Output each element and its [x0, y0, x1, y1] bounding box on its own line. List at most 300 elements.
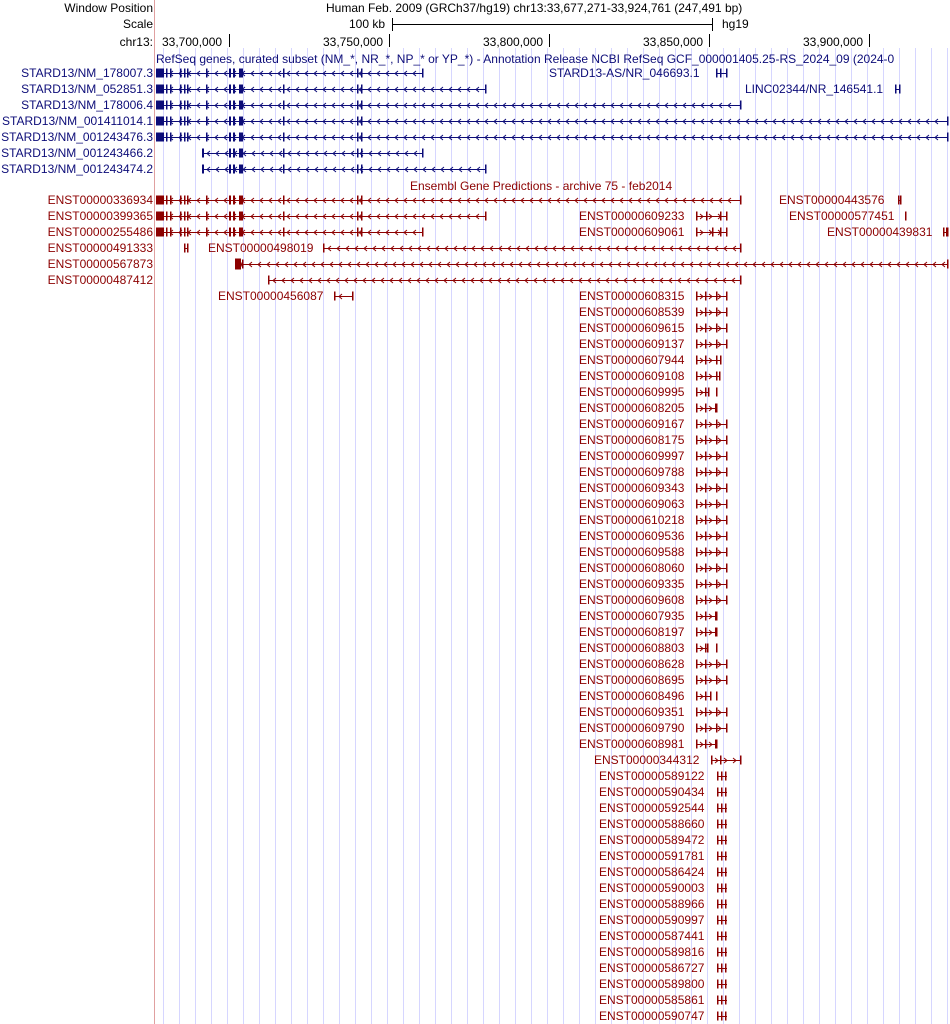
exon — [725, 788, 727, 797]
exon — [180, 101, 182, 110]
exon — [229, 85, 231, 94]
exon — [705, 484, 707, 493]
exon — [696, 724, 698, 733]
exon — [283, 212, 285, 221]
exon — [233, 196, 235, 205]
ensembl-inline-label[interactable]: ENST00000608175 — [579, 433, 685, 447]
exon — [725, 804, 727, 813]
ensembl-inline-label[interactable]: ENST00000586727 — [599, 961, 705, 975]
exon — [184, 212, 186, 221]
exon — [361, 149, 363, 158]
exon — [705, 436, 707, 445]
exon — [721, 820, 723, 829]
exon — [229, 196, 231, 205]
ensembl-inline-label[interactable]: ENST00000344312 — [594, 753, 700, 767]
exon — [239, 149, 243, 158]
ensembl-inline-label[interactable]: ENST00000609167 — [579, 417, 685, 431]
exon — [184, 85, 186, 94]
exon — [202, 165, 204, 174]
exon — [705, 356, 707, 365]
ensembl-inline-label[interactable]: ENST00000609061 — [579, 225, 685, 239]
exon — [716, 596, 718, 605]
exon — [716, 500, 718, 509]
exon — [206, 117, 208, 126]
exon — [283, 85, 285, 94]
exon — [229, 228, 231, 237]
exon — [705, 644, 707, 653]
exon — [725, 884, 727, 893]
ensembl-inline-label[interactable]: ENST00000439831 — [827, 225, 933, 239]
exon — [707, 644, 709, 653]
exon — [357, 85, 359, 94]
scale-assembly: hg19 — [722, 17, 749, 31]
ensembl-inline-label[interactable]: ENST00000609997 — [579, 449, 685, 463]
exon — [705, 420, 707, 429]
exon — [696, 372, 698, 381]
ensembl-inline-label[interactable]: ENST00000608981 — [579, 737, 685, 751]
exon — [357, 228, 359, 237]
exon — [180, 196, 182, 205]
exon — [696, 228, 698, 237]
exon — [696, 692, 698, 701]
exon — [361, 117, 363, 126]
exon — [705, 324, 707, 333]
exon — [696, 532, 698, 541]
exon — [334, 292, 336, 301]
exon — [712, 228, 714, 237]
exon — [721, 964, 723, 973]
ensembl-inline-label[interactable]: ENST00000443576 — [779, 193, 885, 207]
exon — [947, 117, 949, 126]
exon — [233, 165, 235, 174]
exon — [696, 468, 698, 477]
ensembl-inline-label[interactable]: ENST00000610218 — [579, 513, 685, 527]
exon — [485, 212, 487, 221]
exon — [206, 101, 208, 110]
exon — [361, 133, 363, 142]
exon — [170, 69, 172, 78]
exon — [233, 117, 235, 126]
exon — [361, 196, 363, 205]
ensembl-inline-label[interactable]: ENST00000456087 — [218, 289, 324, 303]
exon — [361, 101, 363, 110]
exon — [156, 212, 164, 221]
exon — [726, 500, 728, 509]
exon — [187, 244, 189, 253]
ensembl-inline-label[interactable]: ENST00000586424 — [599, 865, 705, 879]
exon — [180, 117, 182, 126]
exon — [422, 149, 424, 158]
exon — [725, 916, 727, 925]
exon — [726, 228, 728, 237]
exon — [716, 308, 718, 317]
exon — [717, 884, 719, 893]
exon — [705, 612, 707, 621]
exon — [705, 596, 707, 605]
exon — [180, 212, 182, 221]
exon — [361, 69, 363, 78]
exon — [696, 452, 698, 461]
exon — [716, 708, 718, 717]
exon — [170, 212, 172, 221]
window-position-label: Window Position — [64, 1, 153, 15]
exon — [229, 165, 231, 174]
exon — [726, 724, 728, 733]
exon — [717, 932, 719, 941]
exon — [721, 948, 723, 957]
exon — [716, 372, 718, 381]
exon — [715, 404, 717, 413]
exon — [725, 996, 727, 1005]
refseq-inline-label[interactable]: LINC02344/NR_146541.1 — [745, 82, 884, 96]
ensembl-inline-label[interactable]: ENST00000609588 — [579, 545, 685, 559]
exon — [947, 133, 949, 142]
exon — [725, 868, 727, 877]
exon — [716, 516, 718, 525]
ensembl-inline-label[interactable]: ENST00000609108 — [579, 369, 685, 383]
ensembl-inline-label[interactable]: ENST00000589800 — [599, 977, 705, 991]
refseq-transcript-label[interactable]: STARD13/NM_178006.4 — [21, 98, 153, 112]
exon — [239, 69, 243, 78]
exon — [229, 101, 231, 110]
exon — [283, 133, 285, 142]
exon — [705, 292, 707, 301]
exon — [170, 228, 172, 237]
exon — [239, 101, 243, 110]
exon — [740, 276, 742, 285]
exon — [717, 916, 719, 925]
exon — [696, 740, 698, 749]
exon — [233, 212, 235, 221]
exon — [696, 628, 698, 637]
ensembl-inline-label[interactable]: ENST00000609536 — [579, 529, 685, 543]
ensembl-inline-label[interactable]: ENST00000590434 — [599, 785, 705, 799]
exon — [719, 372, 721, 381]
exon — [705, 660, 707, 669]
exon — [156, 228, 164, 237]
exon — [696, 596, 698, 605]
ensembl-inline-label[interactable]: ENST00000590997 — [599, 913, 705, 927]
exon — [705, 676, 707, 685]
exon — [705, 404, 707, 413]
ensembl-inline-label[interactable]: ENST00000608803 — [579, 641, 685, 655]
exon — [170, 117, 172, 126]
exon — [726, 324, 728, 333]
ensembl-inline-label[interactable]: ENST00000609233 — [579, 209, 685, 223]
exon — [229, 133, 231, 142]
exon — [726, 69, 728, 78]
exon — [705, 308, 707, 317]
exon — [357, 149, 359, 158]
exon — [726, 212, 728, 221]
exon — [696, 708, 698, 717]
ensembl-transcript-label[interactable]: ENST00000567873 — [47, 257, 153, 271]
exon — [166, 101, 168, 110]
refseq-transcript-label[interactable]: STARD13/NM_001243476.3 — [1, 130, 153, 144]
exon — [184, 244, 186, 253]
exon — [705, 628, 707, 637]
exon — [357, 196, 359, 205]
ruler-tick-label: 33,700,000 — [162, 35, 223, 49]
ensembl-inline-label[interactable]: ENST00000609790 — [579, 721, 685, 735]
exon — [184, 69, 186, 78]
ensembl-inline-label[interactable]: ENST00000590747 — [599, 1009, 705, 1023]
exon — [716, 564, 718, 573]
exon — [696, 292, 698, 301]
exon — [721, 932, 723, 941]
ensembl-inline-label[interactable]: ENST00000609343 — [579, 481, 685, 495]
exon — [233, 101, 235, 110]
exon — [235, 259, 241, 270]
ensembl-transcript-label[interactable]: ENST00000491333 — [47, 241, 153, 255]
exon — [717, 948, 719, 957]
ensembl-inline-label[interactable]: ENST00000607944 — [579, 353, 685, 367]
ensembl-inline-label[interactable]: ENST00000588966 — [599, 897, 705, 911]
ensembl-inline-label[interactable]: ENST00000589472 — [599, 833, 705, 847]
exon — [166, 196, 168, 205]
exon — [716, 468, 718, 477]
exon — [717, 900, 719, 909]
exon — [721, 980, 723, 989]
refseq-transcript-label[interactable]: STARD13/NM_001243474.2 — [1, 162, 153, 176]
ensembl-inline-label[interactable]: ENST00000587441 — [599, 929, 705, 943]
exon — [705, 564, 707, 573]
exon — [156, 69, 164, 78]
exon — [716, 436, 718, 445]
exon — [352, 292, 354, 301]
exon — [233, 85, 235, 94]
exon — [485, 165, 487, 174]
exon — [170, 133, 172, 142]
ensembl-inline-label[interactable]: ENST00000609788 — [579, 465, 685, 479]
exon — [716, 660, 718, 669]
exon — [726, 340, 728, 349]
exon — [721, 868, 723, 877]
exon — [361, 165, 363, 174]
exon — [696, 644, 698, 653]
exon — [239, 196, 243, 205]
exon — [717, 1012, 719, 1021]
exon — [705, 580, 707, 589]
exon — [717, 964, 719, 973]
exon — [717, 980, 719, 989]
exon — [725, 820, 727, 829]
refseq-transcript-label[interactable]: STARD13/NM_001411014.1 — [2, 114, 153, 128]
exon — [715, 628, 717, 637]
exon — [283, 101, 285, 110]
exon — [184, 117, 186, 126]
exon — [716, 580, 718, 589]
exon — [898, 196, 900, 205]
exon — [357, 133, 359, 142]
exon — [716, 724, 718, 733]
exon — [705, 340, 707, 349]
ensembl-inline-label[interactable]: ENST00000609137 — [579, 337, 685, 351]
exon — [726, 516, 728, 525]
ensembl-inline-label[interactable]: ENST00000585861 — [599, 993, 705, 1007]
ensembl-transcript-label[interactable]: ENST00000399365 — [47, 209, 153, 223]
exon — [166, 133, 168, 142]
exon — [187, 228, 189, 237]
exon — [715, 612, 717, 621]
exon — [283, 196, 285, 205]
exon — [721, 788, 723, 797]
exon — [696, 564, 698, 573]
exon — [361, 228, 363, 237]
ruler-tick-label: 33,750,000 — [323, 35, 384, 49]
ensembl-inline-label[interactable]: ENST00000609063 — [579, 497, 685, 511]
exon — [156, 117, 164, 126]
exon — [720, 212, 722, 221]
exon — [705, 388, 707, 397]
exon — [720, 228, 722, 237]
ensembl-inline-label[interactable]: ENST00000590003 — [599, 881, 705, 895]
exon — [156, 101, 164, 110]
exon — [696, 388, 698, 397]
exon — [717, 772, 719, 781]
exon — [721, 1012, 723, 1021]
exon — [170, 85, 172, 94]
exon — [740, 196, 742, 205]
ensembl-inline-label[interactable]: ENST00000498019 — [208, 241, 314, 255]
exon — [705, 468, 707, 477]
exon — [485, 85, 487, 94]
exon — [717, 868, 719, 877]
exon — [721, 996, 723, 1005]
exon — [716, 420, 718, 429]
ensembl-transcript-label[interactable]: ENST00000336934 — [47, 193, 153, 207]
exon — [717, 788, 719, 797]
exon — [716, 676, 718, 685]
ensembl-inline-label[interactable]: ENST00000589816 — [599, 945, 705, 959]
ensembl-inline-label[interactable]: ENST00000608197 — [579, 625, 685, 639]
ensembl-transcript-label[interactable]: ENST00000487412 — [47, 273, 153, 287]
exon — [357, 101, 359, 110]
exon — [696, 420, 698, 429]
exon — [283, 165, 285, 174]
exon — [184, 228, 186, 237]
exon — [716, 388, 718, 397]
exon — [696, 340, 698, 349]
exon — [239, 212, 243, 221]
exon — [206, 133, 208, 142]
exon — [717, 852, 719, 861]
exon — [705, 452, 707, 461]
refseq-transcript-label[interactable]: STARD13/NM_178007.3 — [21, 66, 153, 80]
refseq-transcript-label[interactable]: STARD13/NM_052851.3 — [21, 82, 153, 96]
exon — [726, 660, 728, 669]
ruler-tick-label: 33,800,000 — [483, 35, 544, 49]
exon — [716, 452, 718, 461]
exon — [726, 580, 728, 589]
exon — [170, 101, 172, 110]
ensembl-inline-label[interactable]: ENST00000608060 — [579, 561, 685, 575]
exon — [184, 101, 186, 110]
ensembl-inline-label[interactable]: ENST00000609335 — [579, 577, 685, 591]
exon — [229, 69, 231, 78]
exon — [242, 260, 244, 269]
exon — [721, 900, 723, 909]
exon — [239, 165, 243, 174]
exon — [180, 133, 182, 142]
exon — [696, 516, 698, 525]
exon — [721, 852, 723, 861]
exon — [899, 85, 901, 94]
exon — [726, 564, 728, 573]
exon — [706, 212, 708, 221]
exon — [268, 276, 270, 285]
exon — [696, 308, 698, 317]
exon — [717, 836, 719, 845]
exon — [705, 692, 707, 701]
ensembl-inline-label[interactable]: ENST00000607935 — [579, 609, 685, 623]
ensembl-inline-label[interactable]: ENST00000608628 — [579, 657, 685, 671]
ensembl-inline-label[interactable]: ENST00000608496 — [579, 689, 685, 703]
exon — [947, 228, 949, 237]
exon — [725, 836, 727, 845]
exon — [239, 85, 243, 94]
ensembl-inline-label[interactable]: ENST00000592544 — [599, 801, 705, 815]
exon — [239, 133, 243, 142]
exon — [705, 740, 707, 749]
ruler-tick-label: 33,850,000 — [643, 35, 704, 49]
refseq-transcript-label[interactable]: STARD13/NM_001243466.2 — [1, 146, 153, 160]
ensembl-track-title[interactable]: Ensembl Gene Predictions - archive 75 - feb2014 — [410, 179, 673, 193]
ensembl-inline-label[interactable]: ENST00000609995 — [579, 385, 685, 399]
exon — [740, 101, 742, 110]
exon — [361, 212, 363, 221]
exon — [943, 228, 945, 237]
exon — [696, 212, 698, 221]
exon — [725, 980, 727, 989]
ensembl-inline-label[interactable]: ENST00000591781 — [599, 849, 705, 863]
exon — [716, 548, 718, 557]
ensembl-inline-label[interactable]: ENST00000589122 — [599, 769, 705, 783]
scale-label: Scale — [122, 17, 153, 31]
ensembl-inline-label[interactable]: ENST00000608205 — [579, 401, 685, 415]
ensembl-inline-label[interactable]: ENST00000577451 — [789, 209, 895, 223]
ensembl-inline-label[interactable]: ENST00000609351 — [579, 705, 685, 719]
refseq-track-title[interactable]: RefSeq genes, curated subset (NM_*, NR_*, NP_* or YP_*) - Annotation Release NCBI RefSeq GCF_000001405.25-RS_2024_09 (2024-0 — [156, 52, 895, 66]
ensembl-inline-label[interactable]: ENST00000608315 — [579, 289, 685, 303]
refseq-inline-label[interactable]: STARD13-AS/NR_046693.1 — [549, 66, 700, 80]
exon — [233, 149, 235, 158]
exon — [716, 532, 718, 541]
exon — [239, 228, 243, 237]
exon — [187, 101, 189, 110]
ensembl-inline-label[interactable]: ENST00000609615 — [579, 321, 685, 335]
exon — [166, 85, 168, 94]
exon — [361, 85, 363, 94]
exon — [187, 69, 189, 78]
exon — [696, 580, 698, 589]
exon — [357, 212, 359, 221]
exon — [716, 644, 718, 653]
exon — [357, 117, 359, 126]
exon — [726, 484, 728, 493]
exon — [206, 228, 208, 237]
ensembl-inline-label[interactable]: ENST00000608539 — [579, 305, 685, 319]
ensembl-inline-label[interactable]: ENST00000609608 — [579, 593, 685, 607]
ensembl-inline-label[interactable]: ENST00000608695 — [579, 673, 685, 687]
ensembl-inline-label[interactable]: ENST00000588660 — [599, 817, 705, 831]
exon — [947, 260, 949, 269]
exon — [716, 484, 718, 493]
exon — [180, 228, 182, 237]
ensembl-transcript-label[interactable]: ENST00000255486 — [47, 225, 153, 239]
exon — [717, 996, 719, 1005]
exon — [721, 884, 723, 893]
